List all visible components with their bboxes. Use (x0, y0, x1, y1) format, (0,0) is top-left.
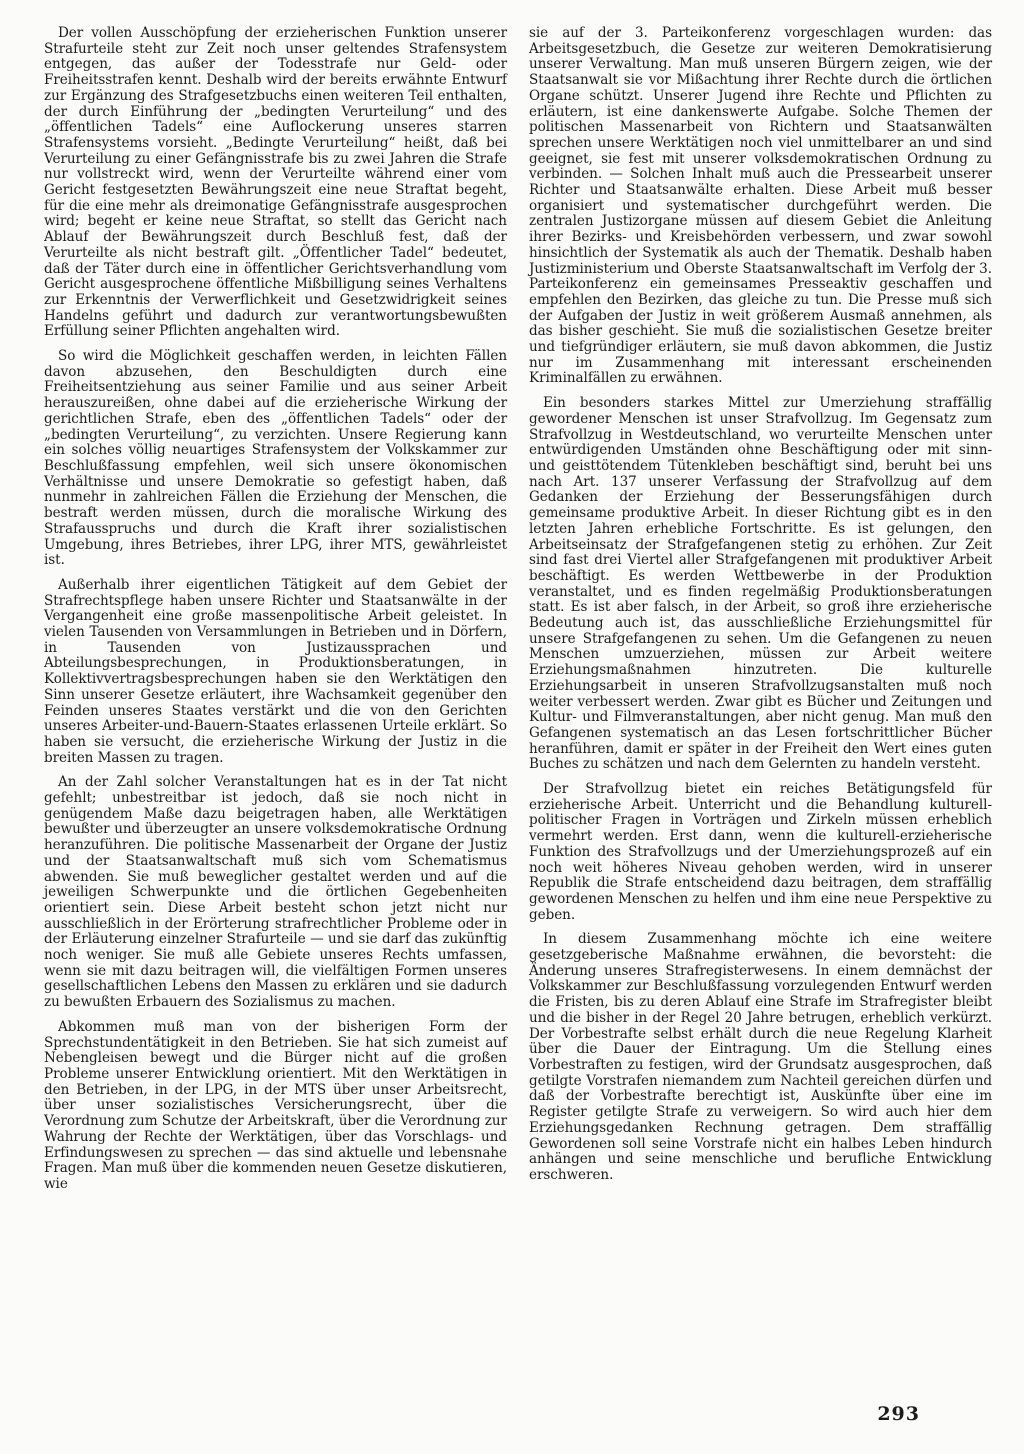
right-column (529, 26, 992, 1202)
paragraph: An der Zahl solcher Veranstaltungen hat es in der Tat nicht gefehlt; unbestreitbar ist jedoch, daß sie noch nicht in genügendem Maße dazu beigetragen haben, alle Werktätigen bewußter und überzeugter an unsere volksdemokratische Ordnung heranzuführen. Die politische Massenarbeit der Organe der Justiz und der Staatsanwaltschaft muß sich vom Schematismus abwenden. Sie muß beweglicher gestaltet werden und auf die jeweiligen Schwerpunkte und die örtlichen Gegebenheiten orientiert sein. Diese Arbeit besteht schon jetzt nicht nur ausschließlich in der Erörterung strafrechtlicher Probleme oder in der Erläuterung einzelner Strafurteile — und sie darf das zukünftig noch weniger. Sie muß alle Gebiete unseres Rechts umfassen, wenn sie mit dazu beitragen will, die vielfältigen Formen unseres gesellschaftlichen Lebens den Massen zu erklären und sie dadurch zu bewußten Erbauern des Sozialismus zu machen. (44, 774, 507, 1011)
paragraph: Ein besonders starkes Mittel zur Umerziehung straffällig gewordener Menschen ist unser Strafvollzug. Im Gegensatz zum Strafvollzug in Westdeutschland, wo verurteilte Menschen unter entwürdigenden Umständen ohne Beschäftigung oder mit sinn- und geisttötendem Tütenkleben beschäftigt sind, beruht bei uns nach Art. 137 unserer Verfassung der Strafvollzug auf dem Gedanken der Erziehung der Besserungsfähigen durch gemeinsame produktive Arbeit. In dieser Richtung gibt es in den letzten Jahren erhebliche Fortschritte. Es ist gelungen, den Arbeitseinsatz der Strafgefangenen stetig zu erhöhen. Zur Zeit sind fast drei Viertel aller Strafgefangenen mit produktiver Arbeit beschäftigt. Es werden Wettbewerbe in der Produktion veranstaltet, und es finden regelmäßig Produktionsberatungen statt. Es ist aber falsch, in der Arbeit, so groß ihre erzieherische Bedeutung auch ist, das ausschließliche Erziehungsmittel für unsere Strafgefangenen zu sehen. Um die Gefangenen zu neuen Menschen umzuerziehen, müssen zur Arbeit weitere Erziehungsmaßnahmen hinzutreten. Die kulturelle Erziehungsarbeit in unseren Strafvollzugsanstalten muß noch weiter verbessert werden. Zwar gibt es Bücher und Zeitungen und Kultur- und Filmveranstaltungen, aber nicht genug. Man muß den Gefangenen systematisch an das Lesen fortschrittlicher Bücher heranführen, damit er später in der Freiheit den Wert eines guten Buches zu schätzen und nach dem Gelernten zu handeln versteht. (529, 395, 992, 773)
page-number: 293 (877, 1403, 920, 1425)
text-columns (44, 26, 992, 1202)
paragraph: sie auf der 3. Parteikonferenz vorgeschlagen wurden: das Arbeitsgesetzbuch, die Gesetze zur weiteren Demokratisierung unserer Verwaltung. Man muß unseren Bürgern zeigen, wie der Staatsanwalt sie vor Mißachtung ihrer Rechte durch die örtlichen Organe schützt. Unserer Jugend ihre Rechte und Pflichten zu erläutern, ist eine dankenswerte Aufgabe. Solche Themen der politischen Massenarbeit von Richtern und Staatsanwälten sprechen unsere Werktätigen noch viel unmittelbarer an und sind geeignet, sie fest mit unserer volksdemokratischen Ordnung zu verbinden. — Solchen Inhalt muß auch die Pressearbeit unserer Richter und Staatsanwälte erhalten. Diese Arbeit muß besser organisiert und systematischer durchgeführt werden. Die zentralen Justizorgane müssen auf diesem Gebiet die Anleitung ihrer Bezirks- und Kreisbehörden verbessern, und zwar sowohl hinsichtlich der Systematik als auch der Thematik. Deshalb haben Justizministerium und Oberste Staatsanwaltschaft im Verfolg der 3. Parteikonferenz ein gemeinsames Presseaktiv geschaffen und empfehlen den Bezirken, das gleiche zu tun. Die Presse muß sich der Aufgaben der Justiz in weit größerem Ausmaß annehmen, als das bisher geschieht. Sie muß die sozialistischen Gesetze breiter und tiefgründiger erläutern, sie muß davon abkommen, die Justiz nur im Zusammenhang mit interessant erscheinenden Kriminalfällen zu erwähnen. (529, 25, 992, 387)
paragraph: So wird die Möglichkeit geschaffen werden, in leichten Fällen davon abzusehen, den Beschuldigten durch eine Freiheitsentziehung aus seiner Familie und aus seiner Arbeit herauszureißen, ohne dabei auf die erzieherische Wirkung der gerichtlichen Strafe, eben des „öffentlichen Tadels“ oder der „bedingten Verurteilung“, zu verzichten. Unsere Regierung kann ein solches völlig neuartiges Strafensystem der Volkskammer zur Beschlußfassung empfehlen, weil sich unsere ökonomischen Verhältnisse und unsere Demokratie so gefestigt haben, daß nunmehr in zahlreichen Fällen die Erziehung der Menschen, die bestraft werden müssen, durch die moralische Wirkung des Strafausspruchs und durch die Kraft ihrer sozialistischen Umgebung, ihres Betriebes, ihrer LPG, ihrer MTS, gewährleistet ist. (44, 348, 507, 569)
left-column (44, 26, 507, 1202)
paragraph: Der Strafvollzug bietet ein reiches Betätigungsfeld für erzieherische Arbeit. Unterricht und die Behandlung kulturell-politischer Fragen in Vorträgen und Zirkeln müssen erheblich vermehrt werden. Erst dann, wenn die kulturell-erzieherische Funktion des Strafvollzugs und der Umerziehungsprozeß auf ein noch weit höheres Niveau gehoben werden, wird in unserer Republik die Strafe entscheidend dazu beitragen, dem straffällig gewordenen Menschen zu helfen und ihm eine neue Perspektive zu geben. (529, 781, 992, 923)
paragraph: Außerhalb ihrer eigentlichen Tätigkeit auf dem Gebiet der Strafrechtspflege haben unsere Richter und Staatsanwälte in der Vergangenheit eine große massenpolitische Arbeit geleistet. In vielen Tausenden von Versammlungen in Betrieben und in Dörfern, in Tausenden von Justizaussprachen und Abteilungsbesprechungen, in Produktionsberatungen, in Kollektivvertragsbesprechungen haben sie den Werktätigen den Sinn unserer Gesetze erläutert, ihre Wachsamkeit gegenüber den Feinden unseres Staates verstärkt und die von den Gerichten unseres Arbeiter-und-Bauern-Staates erlassenen Urteile erklärt. So haben sie versucht, die erzieherische Wirkung der Justiz in die breiten Massen zu tragen. (44, 576, 507, 766)
paragraph: In diesem Zusammenhang möchte ich eine weitere gesetzgeberische Maßnahme erwähnen, die bevorsteht: die Änderung unseres Strafregisterwesens. In einem demnächst der Volkskammer zur Beschlußfassung vorzulegenden Entwurf werden die Fristen, bis zu deren Ablauf eine Strafe im Strafregister bleibt und die bisher in der Regel 20 Jahre betrugen, erheblich verkürzt. Der Vorbestrafte selbst erhält durch die neue Regelung Klarheit über die Dauer der Eintragung. Um die Stellung eines Vorbestraften zu festigen, wird der Grundsatz ausgesprochen, daß getilgte Vorstrafen niemandem zum Nachteil gereichen dürfen und daß der Vorbestrafte berechtigt ist, Auskünfte über eine im Register getilgte Strafe zu verweigern. So wird auch hier dem Erziehungsgedanken Rechnung getragen. Dem straffällig Gewordenen soll seine Vorstrafe nicht ein halbes Leben hindurch anhängen und seine menschliche und berufliche Entwicklung erschweren. (529, 931, 992, 1183)
paragraph: Abkommen muß man von der bisherigen Form der Sprechstundentätigkeit in den Betrieben. Sie hat sich zumeist auf Nebengleisen bewegt und die Bürger nicht auf die großen Probleme unserer Entwicklung orientiert. Mit den Werktätigen in den Betrieben, in der LPG, in der MTS über unser Arbeitsrecht, über unser sozialistisches Versicherungsrecht, über die Verordnung zum Schutze der Arbeitskraft, über die Verordnung zur Wahrung der Rechte der Werktätigen, über das Vorschlags- und Erfindungswesen zu sprechen — das sind aktuelle und lebensnahe Fragen. Man muß über die kommenden neuen Gesetze diskutieren, wie (44, 1018, 507, 1192)
paragraph: Der vollen Ausschöpfung der erzieherischen Funktion unserer Strafurteile steht zur Zeit noch unser geltendes Strafensystem entgegen, das außer der Todesstrafe nur Geld- oder Freiheitsstrafen kennt. Deshalb wird der bereits erwähnte Entwurf zur Ergänzung des Strafgesetzbuchs einen weiteren Teil enthalten, der durch Einführung der „bedingten Verurteilung“ und des „öffentlichen Tadels“ eine Auflockerung unseres starren Strafensystems vorsieht. „Bedingte Verurteilung“ heißt, daß bei Verurteilung zu einer Gefängnisstrafe bis zu zwei Jahren die Strafe nur vollstreckt wird, wenn der Verurteilte während einer vom Gericht festgesetzten Bewährungszeit eine neue Straftat begeht, für die eine mehr als dreimonatige Gefängnisstrafe ausgesprochen wird; begeht er keine neue Straftat, so stellt das Gericht nach Ablauf der Bewährungszeit durch Beschluß fest, daß der Verurteilte als nicht bestraft gilt. „Öffentlicher Tadel“ bedeutet, daß der Täter durch eine in öffentlicher Gerichtsverhandlung vom Gericht ausgesprochene öffentliche Mißbilligung seines Verhaltens zur Erkenntnis der Verwerflichkeit und Gesetzwidrigkeit seines Handelns geführt und dadurch zur verantwortungsbewußten Erfüllung seiner Pflichten angehalten wird. (44, 25, 507, 340)
